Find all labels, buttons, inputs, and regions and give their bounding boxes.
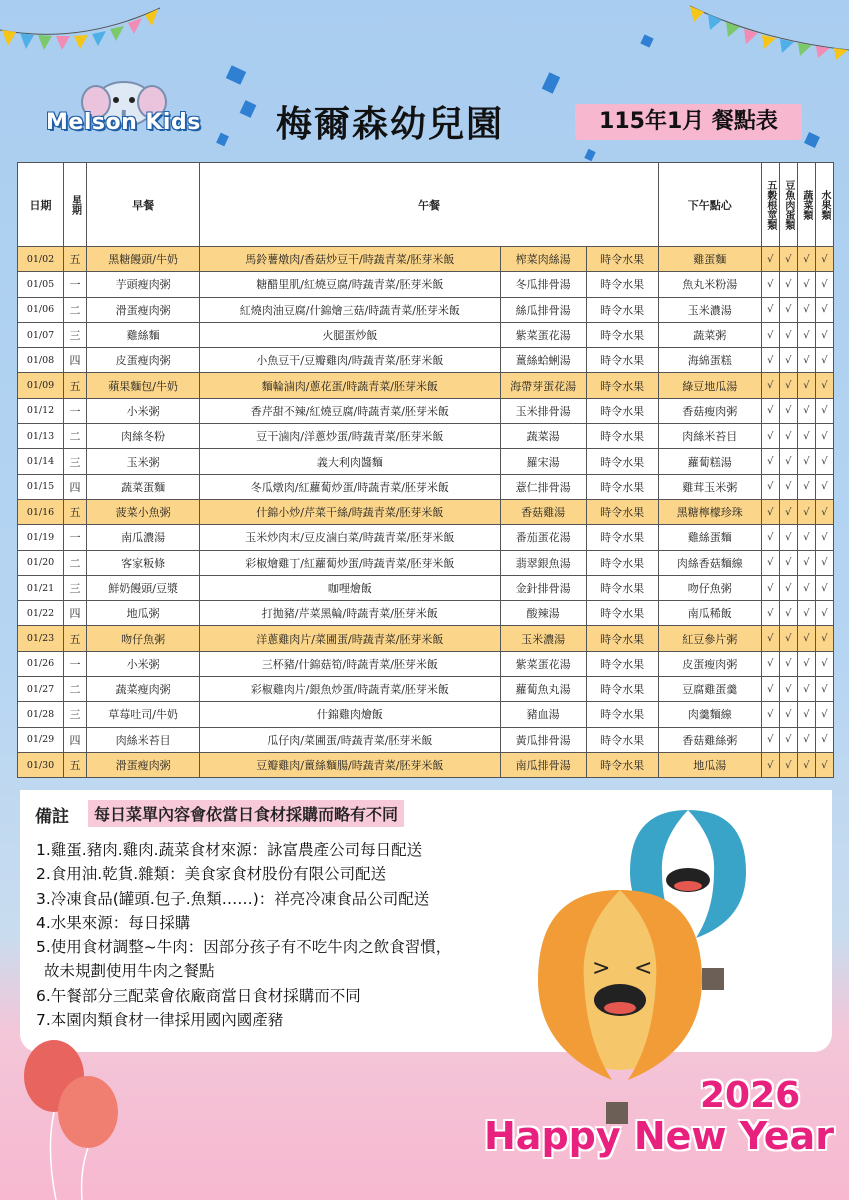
cell-snack: 蘿蔔糕湯 bbox=[658, 449, 761, 474]
check-mark: √ bbox=[797, 272, 815, 297]
cell-breakfast: 肉絲冬粉 bbox=[87, 424, 200, 449]
cell-lunch: 什錦小炒/芹菜干絲/時蔬青菜/胚芽米飯 bbox=[200, 499, 500, 524]
check-mark: √ bbox=[761, 702, 779, 727]
cell-weekday: 三 bbox=[64, 322, 87, 347]
cell-breakfast: 玉米粥 bbox=[87, 449, 200, 474]
cell-breakfast: 黑糖饅頭/牛奶 bbox=[87, 247, 200, 272]
check-mark: √ bbox=[779, 575, 797, 600]
cell-breakfast: 肉絲米苔目 bbox=[87, 727, 200, 752]
check-mark: √ bbox=[797, 752, 815, 777]
check-mark: √ bbox=[761, 398, 779, 423]
cell-weekday: 一 bbox=[64, 272, 87, 297]
table-row bbox=[18, 727, 834, 752]
check-mark: √ bbox=[761, 348, 779, 373]
school-name: 梅爾森幼兒園 bbox=[276, 104, 505, 145]
notes-list bbox=[36, 838, 451, 1032]
orange-balloon bbox=[538, 890, 702, 1124]
cell-date: 01/29 bbox=[18, 727, 64, 752]
cell-date: 01/05 bbox=[18, 272, 64, 297]
check-mark: √ bbox=[761, 575, 779, 600]
greeting-text: Happy New Year bbox=[484, 1114, 834, 1158]
table-row bbox=[18, 702, 834, 727]
cell-weekday: 三 bbox=[64, 449, 87, 474]
cell-breakfast: 芋頭瘦肉粥 bbox=[87, 272, 200, 297]
check-mark: √ bbox=[761, 525, 779, 550]
note-item: 5.使用食材調整~牛肉：因部分孩子有不吃牛肉之飲食習慣， bbox=[36, 938, 452, 957]
cell-soup: 薏仁排骨湯 bbox=[500, 474, 586, 499]
table-row bbox=[18, 525, 834, 550]
cell-lunch: 香芹甜不辣/紅燒豆腐/時蔬青菜/胚芽米飯 bbox=[200, 398, 500, 423]
cell-lunch: 紅燒肉油豆腐/什錦燴三菇/時蔬青菜/胚芽米飯 bbox=[200, 297, 500, 322]
table-row bbox=[18, 550, 834, 575]
check-mark: √ bbox=[761, 677, 779, 702]
cell-weekday: 一 bbox=[64, 651, 87, 676]
cell-weekday: 四 bbox=[64, 601, 87, 626]
cell-snack: 蔬菜粥 bbox=[658, 322, 761, 347]
cell-breakfast: 滑蛋瘦肉粥 bbox=[87, 297, 200, 322]
cell-weekday: 四 bbox=[64, 348, 87, 373]
check-mark: √ bbox=[797, 297, 815, 322]
check-mark: √ bbox=[815, 702, 833, 727]
table-row bbox=[18, 348, 834, 373]
notes-subtitle: 每日菜單內容會依當日食材採購而略有不同 bbox=[88, 800, 404, 827]
cell-lunch: 洋蔥雞肉片/菜圃蛋/時蔬青菜/胚芽米飯 bbox=[200, 626, 500, 651]
note-item: 故未規劃使用牛肉之餐點 bbox=[44, 962, 215, 981]
cell-weekday: 五 bbox=[64, 373, 87, 398]
table-row bbox=[18, 575, 834, 600]
cell-fruit: 時令水果 bbox=[586, 651, 658, 676]
cell-date: 01/13 bbox=[18, 424, 64, 449]
check-mark: √ bbox=[797, 651, 815, 676]
cell-soup: 金針排骨湯 bbox=[500, 575, 586, 600]
cell-lunch: 玉米炒肉末/豆皮滷白菜/時蔬青菜/胚芽米飯 bbox=[200, 525, 500, 550]
check-mark: √ bbox=[797, 525, 815, 550]
cell-date: 01/30 bbox=[18, 752, 64, 777]
cell-lunch: 糖醋里肌/紅燒豆腐/時蔬青菜/胚芽米飯 bbox=[200, 272, 500, 297]
check-mark: √ bbox=[797, 499, 815, 524]
confetti bbox=[584, 149, 595, 161]
cell-breakfast: 菠菜小魚粥 bbox=[87, 499, 200, 524]
cell-weekday: 三 bbox=[64, 702, 87, 727]
cell-fruit: 時令水果 bbox=[586, 297, 658, 322]
cell-weekday: 二 bbox=[64, 550, 87, 575]
check-mark: √ bbox=[761, 727, 779, 752]
cell-weekday: 五 bbox=[64, 626, 87, 651]
check-mark: √ bbox=[797, 702, 815, 727]
pennant-flags-left bbox=[2, 9, 158, 50]
cell-fruit: 時令水果 bbox=[586, 727, 658, 752]
cell-lunch: 彩椒燴雞丁/紅蘿蔔炒蛋/時蔬青菜/胚芽米飯 bbox=[200, 550, 500, 575]
check-mark: √ bbox=[797, 247, 815, 272]
table-row bbox=[18, 651, 834, 676]
check-mark: √ bbox=[797, 449, 815, 474]
cell-fruit: 時令水果 bbox=[586, 525, 658, 550]
cell-breakfast: 滑蛋瘦肉粥 bbox=[87, 752, 200, 777]
cell-lunch: 三杯豬/什錦菇筍/時蔬青菜/胚芽米飯 bbox=[200, 651, 500, 676]
cell-fruit: 時令水果 bbox=[586, 474, 658, 499]
cell-soup: 玉米排骨湯 bbox=[500, 398, 586, 423]
check-mark: √ bbox=[761, 373, 779, 398]
cell-soup: 玉米濃湯 bbox=[500, 626, 586, 651]
cell-soup: 黃瓜排骨湯 bbox=[500, 727, 586, 752]
cell-fruit: 時令水果 bbox=[586, 702, 658, 727]
check-mark: √ bbox=[779, 322, 797, 347]
meal-menu-table bbox=[17, 162, 834, 778]
cell-fruit: 時令水果 bbox=[586, 424, 658, 449]
cell-soup: 薑絲蛤蜊湯 bbox=[500, 348, 586, 373]
check-mark: √ bbox=[761, 601, 779, 626]
cell-lunch: 冬瓜燉肉/紅蘿蔔炒蛋/時蔬青菜/胚芽米飯 bbox=[200, 474, 500, 499]
check-mark: √ bbox=[761, 322, 779, 347]
cell-date: 01/16 bbox=[18, 499, 64, 524]
check-mark: √ bbox=[815, 398, 833, 423]
cell-lunch: 瓜仔肉/菜圃蛋/時蔬青菜/胚芽米飯 bbox=[200, 727, 500, 752]
cell-breakfast: 小米粥 bbox=[87, 398, 200, 423]
cell-lunch: 火腿蛋炒飯 bbox=[200, 322, 500, 347]
cell-date: 01/22 bbox=[18, 601, 64, 626]
cell-soup: 翡翠銀魚湯 bbox=[500, 550, 586, 575]
greeting-year: 2026 bbox=[700, 1075, 801, 1116]
check-mark: √ bbox=[815, 499, 833, 524]
confetti bbox=[226, 65, 246, 84]
cell-weekday: 二 bbox=[64, 297, 87, 322]
cell-breakfast: 吻仔魚粥 bbox=[87, 626, 200, 651]
table-body bbox=[18, 247, 834, 778]
cell-breakfast: 雞絲麵 bbox=[87, 322, 200, 347]
cell-fruit: 時令水果 bbox=[586, 499, 658, 524]
note-item: 1.雞蛋.豬肉.雞肉.蔬菜食材來源：詠富農產公司每日配送 bbox=[36, 841, 423, 859]
check-mark: √ bbox=[815, 626, 833, 651]
cell-fruit: 時令水果 bbox=[586, 550, 658, 575]
notes-label: 備註 bbox=[35, 807, 69, 827]
table-row bbox=[18, 677, 834, 702]
cell-lunch: 小魚豆干/豆瓣雞肉/時蔬青菜/胚芽米飯 bbox=[200, 348, 500, 373]
cell-breakfast: 地瓜粥 bbox=[87, 601, 200, 626]
check-mark: √ bbox=[815, 601, 833, 626]
check-mark: √ bbox=[779, 525, 797, 550]
check-mark: √ bbox=[815, 677, 833, 702]
cell-weekday: 四 bbox=[64, 474, 87, 499]
check-mark: √ bbox=[815, 727, 833, 752]
table-row bbox=[18, 297, 834, 322]
check-mark: √ bbox=[815, 373, 833, 398]
check-mark: √ bbox=[815, 297, 833, 322]
header-veg: 蔬菜類 bbox=[797, 163, 815, 247]
cell-fruit: 時令水果 bbox=[586, 322, 658, 347]
cell-snack: 香菇瘦肉粥 bbox=[658, 398, 761, 423]
table-row bbox=[18, 247, 834, 272]
cell-soup: 羅宋湯 bbox=[500, 449, 586, 474]
table-row bbox=[18, 474, 834, 499]
check-mark: √ bbox=[779, 247, 797, 272]
check-mark: √ bbox=[779, 449, 797, 474]
header-weekday: 星期 bbox=[64, 163, 87, 247]
check-mark: √ bbox=[797, 373, 815, 398]
cell-soup: 紫菜蛋花湯 bbox=[500, 651, 586, 676]
cell-soup: 酸辣湯 bbox=[500, 601, 586, 626]
check-mark: √ bbox=[815, 525, 833, 550]
check-mark: √ bbox=[815, 449, 833, 474]
table-row bbox=[18, 424, 834, 449]
cell-soup: 榨菜肉絲湯 bbox=[500, 247, 586, 272]
header-protein: 豆魚肉蛋類 bbox=[779, 163, 797, 247]
check-mark: √ bbox=[779, 702, 797, 727]
cell-snack: 玉米濃湯 bbox=[658, 297, 761, 322]
cell-fruit: 時令水果 bbox=[586, 247, 658, 272]
table-row bbox=[18, 601, 834, 626]
check-mark: √ bbox=[797, 424, 815, 449]
check-mark: √ bbox=[779, 601, 797, 626]
note-item: 4.水果來源：每日採購 bbox=[36, 913, 191, 932]
check-mark: √ bbox=[779, 677, 797, 702]
check-mark: √ bbox=[815, 322, 833, 347]
table-row bbox=[18, 499, 834, 524]
cell-snack: 吻仔魚粥 bbox=[658, 575, 761, 600]
cell-soup: 海帶芽蛋花湯 bbox=[500, 373, 586, 398]
cell-fruit: 時令水果 bbox=[586, 348, 658, 373]
cell-snack: 南瓜稀飯 bbox=[658, 601, 761, 626]
check-mark: √ bbox=[797, 626, 815, 651]
cell-lunch: 什錦雞肉燴飯 bbox=[200, 702, 500, 727]
cell-date: 01/26 bbox=[18, 651, 64, 676]
check-mark: √ bbox=[761, 651, 779, 676]
check-mark: √ bbox=[761, 449, 779, 474]
cell-fruit: 時令水果 bbox=[586, 373, 658, 398]
check-mark: √ bbox=[797, 474, 815, 499]
check-mark: √ bbox=[797, 322, 815, 347]
note-item: 2.食用油.乾貨.雜類：美食家食材股份有限公司配送 bbox=[36, 865, 387, 884]
cell-snack: 豆腐雞蛋羹 bbox=[658, 677, 761, 702]
cell-fruit: 時令水果 bbox=[586, 677, 658, 702]
pennant-flags-right bbox=[690, 6, 848, 60]
cell-snack: 紅豆參片粥 bbox=[658, 626, 761, 651]
table-row bbox=[18, 322, 834, 347]
check-mark: √ bbox=[797, 348, 815, 373]
check-mark: √ bbox=[779, 727, 797, 752]
table-row bbox=[18, 449, 834, 474]
check-mark: √ bbox=[797, 727, 815, 752]
cell-fruit: 時令水果 bbox=[586, 398, 658, 423]
table-header-row bbox=[18, 163, 834, 247]
cell-weekday: 五 bbox=[64, 247, 87, 272]
cell-lunch: 義大利肉醬麵 bbox=[200, 449, 500, 474]
cell-date: 01/12 bbox=[18, 398, 64, 423]
table-row bbox=[18, 752, 834, 777]
check-mark: √ bbox=[815, 424, 833, 449]
cell-date: 01/06 bbox=[18, 297, 64, 322]
bunting-decoration bbox=[0, 0, 849, 60]
cell-snack: 雞絲蛋麵 bbox=[658, 525, 761, 550]
header-date: 日期 bbox=[18, 163, 64, 247]
check-mark: √ bbox=[779, 474, 797, 499]
check-mark: √ bbox=[761, 424, 779, 449]
cell-weekday: 五 bbox=[64, 752, 87, 777]
check-mark: √ bbox=[815, 247, 833, 272]
cell-snack: 皮蛋瘦肉粥 bbox=[658, 651, 761, 676]
cell-date: 01/14 bbox=[18, 449, 64, 474]
cell-breakfast: 蘋果麵包/牛奶 bbox=[87, 373, 200, 398]
cell-snack: 肉絲香菇麵線 bbox=[658, 550, 761, 575]
cell-snack: 香菇雞絲粥 bbox=[658, 727, 761, 752]
check-mark: √ bbox=[815, 474, 833, 499]
cell-date: 01/09 bbox=[18, 373, 64, 398]
check-mark: √ bbox=[779, 651, 797, 676]
confetti bbox=[240, 100, 257, 118]
cell-fruit: 時令水果 bbox=[586, 575, 658, 600]
cell-weekday: 一 bbox=[64, 398, 87, 423]
cell-breakfast: 鮮奶饅頭/豆漿 bbox=[87, 575, 200, 600]
check-mark: √ bbox=[815, 651, 833, 676]
logo-text: Melson Kids bbox=[46, 110, 201, 135]
table-row bbox=[18, 398, 834, 423]
cell-breakfast: 蔬菜蛋麵 bbox=[87, 474, 200, 499]
cell-lunch: 咖哩燴飯 bbox=[200, 575, 500, 600]
check-mark: √ bbox=[797, 398, 815, 423]
note-item: 3.冷凍食品(罐頭.包子.魚類……)：祥亮冷凍食品公司配送 bbox=[36, 889, 430, 908]
cell-soup: 冬瓜排骨湯 bbox=[500, 272, 586, 297]
menu-title: 115年1月 餐點表 bbox=[575, 104, 802, 140]
table-row bbox=[18, 272, 834, 297]
check-mark: √ bbox=[815, 752, 833, 777]
check-mark: √ bbox=[761, 499, 779, 524]
check-mark: √ bbox=[797, 575, 815, 600]
cell-date: 01/21 bbox=[18, 575, 64, 600]
cell-date: 01/23 bbox=[18, 626, 64, 651]
cell-breakfast: 草莓吐司/牛奶 bbox=[87, 702, 200, 727]
cell-soup: 蔬菜湯 bbox=[500, 424, 586, 449]
check-mark: √ bbox=[779, 348, 797, 373]
cell-date: 01/02 bbox=[18, 247, 64, 272]
cell-date: 01/27 bbox=[18, 677, 64, 702]
table-row bbox=[18, 626, 834, 651]
cell-soup: 番茄蛋花湯 bbox=[500, 525, 586, 550]
cell-lunch: 豆干滷肉/洋蔥炒蛋/時蔬青菜/胚芽米飯 bbox=[200, 424, 500, 449]
cell-snack: 肉羹麵線 bbox=[658, 702, 761, 727]
check-mark: √ bbox=[797, 677, 815, 702]
header-snack: 下午點心 bbox=[658, 163, 761, 247]
check-mark: √ bbox=[797, 550, 815, 575]
check-mark: √ bbox=[779, 272, 797, 297]
cell-weekday: 二 bbox=[64, 424, 87, 449]
svg-text:>: > bbox=[592, 956, 611, 981]
red-balloons-illustration bbox=[16, 1030, 126, 1200]
cell-soup: 香菇雞湯 bbox=[500, 499, 586, 524]
cell-snack: 綠豆地瓜湯 bbox=[658, 373, 761, 398]
check-mark: √ bbox=[779, 398, 797, 423]
cell-fruit: 時令水果 bbox=[586, 449, 658, 474]
cell-breakfast: 皮蛋瘦肉粥 bbox=[87, 348, 200, 373]
note-item: 6.午餐部分三配菜會依廠商當日食材採購而不同 bbox=[36, 986, 361, 1005]
check-mark: √ bbox=[815, 272, 833, 297]
check-mark: √ bbox=[815, 550, 833, 575]
cell-snack: 海綿蛋糕 bbox=[658, 348, 761, 373]
cell-snack: 雞茸玉米粥 bbox=[658, 474, 761, 499]
cell-date: 01/19 bbox=[18, 525, 64, 550]
cell-fruit: 時令水果 bbox=[586, 272, 658, 297]
cell-snack: 肉絲米苔目 bbox=[658, 424, 761, 449]
cell-date: 01/28 bbox=[18, 702, 64, 727]
check-mark: √ bbox=[779, 626, 797, 651]
cell-date: 01/20 bbox=[18, 550, 64, 575]
cell-snack: 雞蛋麵 bbox=[658, 247, 761, 272]
cell-breakfast: 蔬菜瘦肉粥 bbox=[87, 677, 200, 702]
cell-weekday: 四 bbox=[64, 727, 87, 752]
confetti bbox=[804, 132, 820, 148]
check-mark: √ bbox=[779, 373, 797, 398]
cell-fruit: 時令水果 bbox=[586, 601, 658, 626]
header-breakfast: 早餐 bbox=[87, 163, 200, 247]
check-mark: √ bbox=[761, 297, 779, 322]
check-mark: √ bbox=[761, 752, 779, 777]
header-fruit: 水果類 bbox=[815, 163, 833, 247]
cell-date: 01/08 bbox=[18, 348, 64, 373]
cell-weekday: 三 bbox=[64, 575, 87, 600]
table-row bbox=[18, 373, 834, 398]
cell-snack: 魚丸米粉湯 bbox=[658, 272, 761, 297]
header-grains: 五穀根莖類 bbox=[761, 163, 779, 247]
cell-soup: 絲瓜排骨湯 bbox=[500, 297, 586, 322]
cell-snack: 黑糖檸檬珍珠 bbox=[658, 499, 761, 524]
cell-weekday: 一 bbox=[64, 525, 87, 550]
check-mark: √ bbox=[761, 550, 779, 575]
check-mark: √ bbox=[779, 550, 797, 575]
check-mark: √ bbox=[779, 752, 797, 777]
cell-date: 01/15 bbox=[18, 474, 64, 499]
cell-soup: 蘿蔔魚丸湯 bbox=[500, 677, 586, 702]
check-mark: √ bbox=[779, 499, 797, 524]
cell-fruit: 時令水果 bbox=[586, 752, 658, 777]
cell-lunch: 麵輪滷肉/蔥花蛋/時蔬青菜/胚芽米飯 bbox=[200, 373, 500, 398]
confetti bbox=[542, 72, 560, 93]
check-mark: √ bbox=[797, 601, 815, 626]
cell-soup: 豬血湯 bbox=[500, 702, 586, 727]
cell-lunch: 馬鈴薯燉肉/香菇炒豆干/時蔬青菜/胚芽米飯 bbox=[200, 247, 500, 272]
cell-breakfast: 客家粄條 bbox=[87, 550, 200, 575]
cell-breakfast: 南瓜濃湯 bbox=[87, 525, 200, 550]
check-mark: √ bbox=[761, 626, 779, 651]
cell-lunch: 豆瓣雞肉/薑絲麵腸/時蔬青菜/胚芽米飯 bbox=[200, 752, 500, 777]
cell-soup: 紫菜蛋花湯 bbox=[500, 322, 586, 347]
check-mark: √ bbox=[815, 348, 833, 373]
cell-weekday: 二 bbox=[64, 677, 87, 702]
check-mark: √ bbox=[779, 424, 797, 449]
cell-breakfast: 小米粥 bbox=[87, 651, 200, 676]
svg-text:<: < bbox=[634, 956, 653, 981]
note-item: 7.本園肉類食材一律採用國內國產豬 bbox=[36, 1011, 284, 1030]
check-mark: √ bbox=[815, 575, 833, 600]
check-mark: √ bbox=[779, 297, 797, 322]
cell-soup: 南瓜排骨湯 bbox=[500, 752, 586, 777]
check-mark: √ bbox=[761, 474, 779, 499]
cell-weekday: 五 bbox=[64, 499, 87, 524]
check-mark: √ bbox=[761, 272, 779, 297]
cell-fruit: 時令水果 bbox=[586, 626, 658, 651]
cell-lunch: 打拋豬/芹菜黑輪/時蔬青菜/胚芽米飯 bbox=[200, 601, 500, 626]
cell-lunch: 彩椒雞肉片/銀魚炒蛋/時蔬青菜/胚芽米飯 bbox=[200, 677, 500, 702]
cell-snack: 地瓜湯 bbox=[658, 752, 761, 777]
cell-date: 01/07 bbox=[18, 322, 64, 347]
header-lunch: 午餐 bbox=[200, 163, 659, 247]
check-mark: √ bbox=[761, 247, 779, 272]
